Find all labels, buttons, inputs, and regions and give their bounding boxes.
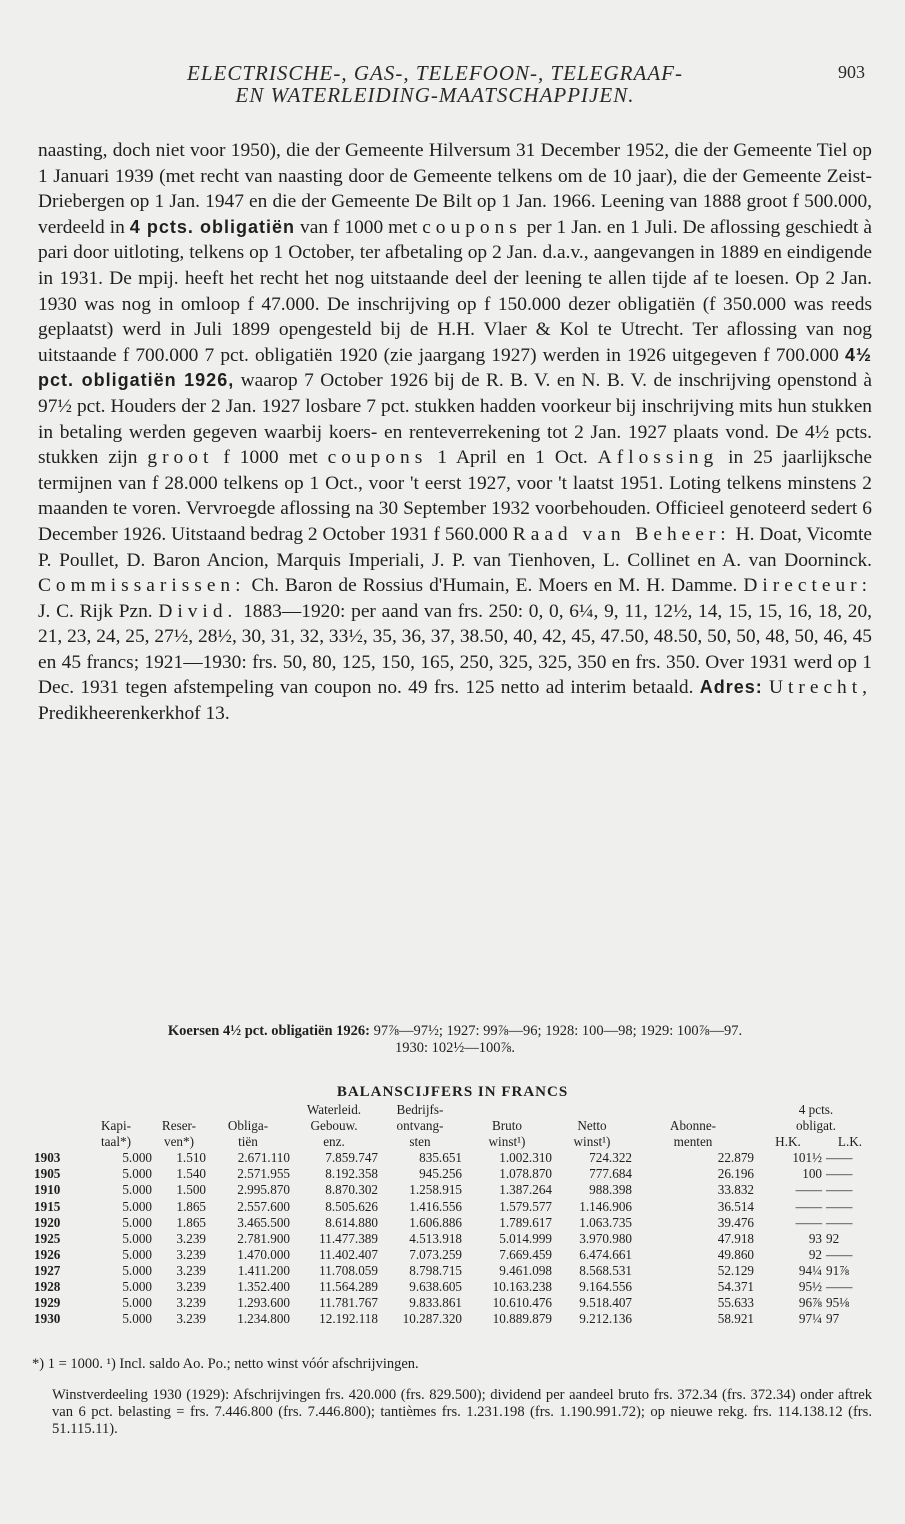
table-cell: 101½ xyxy=(792,1150,822,1166)
table-cell-year: 1905 xyxy=(34,1166,61,1182)
table-cell-year: 1903 xyxy=(34,1150,61,1166)
table-cell: 11.564.289 xyxy=(319,1279,378,1295)
table-cell: 1.500 xyxy=(176,1182,206,1198)
table-cell: 3.239 xyxy=(176,1246,206,1262)
table-cell: 11.781.767 xyxy=(319,1295,378,1311)
header-line-2: EN WATERLEIDING-MAATSCHAPPIJEN. xyxy=(235,83,635,107)
text-run: J. C. Rijk Pzn. xyxy=(38,600,159,622)
column-header: winst¹) xyxy=(488,1134,526,1150)
koersen-row xyxy=(55,1023,855,1040)
table-cell: 2.781.900 xyxy=(237,1230,290,1246)
table-cell: 1.234.800 xyxy=(237,1311,290,1327)
table-cell: 1.387.264 xyxy=(499,1182,552,1198)
table-cell: 945.256 xyxy=(419,1166,462,1182)
table-cell: 1.865 xyxy=(176,1198,206,1214)
text-run: per 1 Jan. en 1 Juli. De aflossing geschiedt à pari door uitloting, telkens op 1 October, ter afbetaling op 2 Jan. d.a.v., aangevangen in 1889 en eindigende in 1931. De mpij. heeft het recht het nog uitstaande deel der leening te allen tijde af te loesen. Op 2 Jan. 1930 was nog in omloop f 47.000. De inschrijving op f 150.000 dezer obligatiën (f 350.000 was reeds geplaatst) werd in Juli 1899 opengesteld bij de H.H. Vlaer & Kol te Utrecht. Ter aflossing van nog uitstaande f 700.000 7 pct. obligatiën 1920 (zie jaargang 1927) werden in 1926 uitgegeven f 700.000 xyxy=(38,216,872,366)
table-cell: 11.708.059 xyxy=(319,1262,378,1278)
table-cell: 8.192.358 xyxy=(325,1166,378,1182)
table-cell: 39.476 xyxy=(717,1214,754,1230)
table-cell: 52.129 xyxy=(717,1262,754,1278)
table-cell: 7.669.459 xyxy=(499,1246,552,1262)
text-run: H. Doat, Vicomte P. Poullet, D. Baron Ancion, Marquis Imperiali, J. P. van Tienhoven, L. Collinet en A. van Doorninck. xyxy=(38,523,873,571)
column-header: obligat. xyxy=(796,1118,836,1134)
table-cell: 2.995.870 xyxy=(237,1182,290,1198)
column-header: Bruto xyxy=(491,1118,523,1134)
column-header xyxy=(80,1102,152,1118)
table-cell: 1.606.886 xyxy=(409,1214,462,1230)
table-cell: —— xyxy=(826,1198,853,1214)
table-row xyxy=(32,1279,878,1295)
table-cell: 1.540 xyxy=(176,1166,206,1182)
table-cell: 5.000 xyxy=(122,1279,152,1295)
table-cell: 4.513.918 xyxy=(409,1230,462,1246)
table-cell: 1.416.556 xyxy=(409,1198,462,1214)
table-cell: 1.002.310 xyxy=(499,1150,552,1166)
table-cell: —— xyxy=(826,1166,853,1182)
table-cell: 8.870.302 xyxy=(325,1182,378,1198)
table-cell: 91⅞ xyxy=(826,1262,850,1278)
table-header-row xyxy=(32,1134,878,1150)
column-header: Kapi- xyxy=(100,1118,132,1134)
table-cell: 6.474.661 xyxy=(579,1246,632,1262)
table-cell-year: 1925 xyxy=(34,1230,61,1246)
table-cell: 1.063.735 xyxy=(579,1214,632,1230)
text-run: naasting, doch niet voor 1950), die der Gemeente Hilversum 31 December 1952, die der Gemeente Tiel op 1 Januari 1939 (met recht van naasting door de Gemeente telkens om de 10 jaar), die der Gemeente Zeist-Driebergen op 1 Jan. 1947 en die der Gemeente De Bilt op 1 Jan. 1966. Leening van 1888 groot f 500.000, verdeeld in xyxy=(38,140,872,238)
table-cell: 5.000 xyxy=(122,1214,152,1230)
table-cell: 8.798.715 xyxy=(409,1262,462,1278)
text-run: waarop 7 October 1926 bij de R. B. V. en N. B. V. de inschrijving openstond à 97½ pct. Houders der 2 Jan. 1927 losbare 7 pct. stukken hadden voorkeur bij inschrijving mits hun stukken in betaling werden gegeven waarbij koers- en renteverrekening tot 2 Jan. 1927 plaats vond. De 4½ pcts. stukken zijn xyxy=(38,370,873,469)
table-cell: 1.865 xyxy=(176,1214,206,1230)
table-cell: 1.078.870 xyxy=(499,1166,552,1182)
table-cell: 47.918 xyxy=(717,1230,754,1246)
header-line-1: ELECTRISCHE-, GAS-, TELEFOON-, TELEGRAAF- xyxy=(187,61,683,85)
table-row xyxy=(32,1247,878,1263)
column-header: tiën xyxy=(238,1134,258,1150)
address-street: Predikheerenkerkhof 13. xyxy=(38,703,230,725)
table-cell: 5.000 xyxy=(122,1150,152,1166)
table-cell: 1.293.600 xyxy=(237,1295,290,1311)
table-cell: 12.192.118 xyxy=(319,1311,378,1327)
table-cell: 5.000 xyxy=(122,1230,152,1246)
table-cell-year: 1915 xyxy=(34,1198,61,1214)
column-header: menten xyxy=(673,1134,713,1150)
text-run: van f 1000 met xyxy=(295,216,423,238)
table-cell: 5.000 xyxy=(122,1311,152,1327)
spaced-term: groot xyxy=(147,447,214,469)
table-cell: 1.470.000 xyxy=(237,1246,290,1262)
table-cell: 95½ xyxy=(798,1279,822,1295)
table-cell: 54.371 xyxy=(717,1279,754,1295)
table-cell: 1.510 xyxy=(176,1150,206,1166)
column-header xyxy=(632,1102,754,1118)
table-row xyxy=(32,1215,878,1231)
balans-table-header xyxy=(32,1102,878,1150)
spaced-term: Raad van Beheer: xyxy=(512,523,731,545)
text-run: f 1000 met xyxy=(213,447,328,469)
table-cell: 100 xyxy=(802,1166,822,1182)
address-label: Adres: xyxy=(699,677,763,698)
table-cell: —— xyxy=(826,1150,853,1166)
table-cell: 3.239 xyxy=(176,1279,206,1295)
table-row xyxy=(32,1263,878,1279)
table-cell: 5.000 xyxy=(122,1246,152,1262)
table-cell: 2.571.955 xyxy=(237,1166,290,1182)
table-cell: 3.239 xyxy=(176,1311,206,1327)
koersen-line-2: 1930: 102½—100⅞. xyxy=(394,1040,516,1056)
footnote: *) 1 = 1000. ¹) Incl. saldo Ao. Po.; netto winst vóór afschrijvingen. xyxy=(32,1356,419,1372)
table-cell-year: 1926 xyxy=(34,1246,61,1262)
table-cell: 9.518.407 xyxy=(579,1295,632,1311)
column-header: Obliga- xyxy=(227,1118,269,1134)
table-cell: 58.921 xyxy=(717,1311,754,1327)
table-cell: 724.322 xyxy=(589,1150,632,1166)
text-run: in 25 jaarlijksche termijnen van f 28.000 telkens op 1 Oct., voor 't eerst 1927, voor 't laatst 1951. Loting telkens minstens 2 maanden te voren. Vervroegde aflossing na 30 September 1932 voorbehouden. Officieel genoteerd sedert 6 December 1926. Uitstaand bedrag 2 October 1931 f 560.000 xyxy=(38,447,873,545)
table-cell-year: 1929 xyxy=(34,1295,61,1311)
article-body xyxy=(38,138,872,727)
table-cell: —— xyxy=(826,1246,853,1262)
column-header: Netto xyxy=(577,1118,607,1134)
koersen-label: Koersen 4½ pct. obligatiën 1926: xyxy=(167,1023,370,1039)
table-cell: 5.000 xyxy=(122,1182,152,1198)
table-cell: —— xyxy=(826,1279,853,1295)
column-header: ontvang- xyxy=(396,1118,444,1134)
table-cell: 10.889.879 xyxy=(492,1311,552,1327)
table-cell: 97 xyxy=(826,1311,840,1327)
column-header xyxy=(552,1102,632,1118)
table-cell: 9.638.605 xyxy=(409,1279,462,1295)
column-header: sten xyxy=(409,1134,431,1150)
column-header: Gebouw. xyxy=(310,1118,358,1134)
column-header: H.K. xyxy=(775,1134,801,1150)
table-cell: 3.970.980 xyxy=(579,1230,632,1246)
table-cell-year: 1910 xyxy=(34,1182,61,1198)
column-header xyxy=(32,1118,80,1134)
table-header-row xyxy=(32,1102,878,1118)
koersen-line xyxy=(55,1023,855,1057)
table-cell: 988.398 xyxy=(589,1182,632,1198)
table-cell: 3.239 xyxy=(176,1262,206,1278)
table-cell: 8.505.626 xyxy=(325,1198,378,1214)
table-cell: 1.146.906 xyxy=(579,1198,632,1214)
table-row xyxy=(32,1295,878,1311)
table-cell-year: 1927 xyxy=(34,1262,61,1278)
page-number: 903 xyxy=(838,62,865,82)
koersen-values: 97⅞—97½; 1927: 99⅞—96; 1928: 100—98; 1929: 100⅞—97. xyxy=(373,1023,743,1039)
table-cell: 5.000 xyxy=(122,1295,152,1311)
table-cell: 3.239 xyxy=(176,1295,206,1311)
table-cell: 7.859.747 xyxy=(325,1150,378,1166)
article-paragraph xyxy=(38,138,872,727)
table-cell-year: 1930 xyxy=(34,1311,61,1327)
table-row xyxy=(32,1199,878,1215)
table-cell: 2.557.600 xyxy=(237,1198,290,1214)
column-header: Bedrijfs- xyxy=(396,1102,444,1117)
winstverdeeling: Winstverdeeling 1930 (1929): Afschrijvingen frs. 420.000 (frs. 829.500); dividend per aandeel bruto frs. 372.34 (frs. 372.34) onder aftrek van 6 pct. belasting = frs. 7.446.800 (frs. 7.446.800); tantièmes frs. 1.231.198 (frs. 1.190.991.72); op nieuwe rekg. frs. 114.138.12 (frs. 51.115.11). xyxy=(52,1387,872,1438)
column-header xyxy=(152,1102,206,1118)
table-cell: —— xyxy=(826,1182,853,1198)
table-cell: 7.073.259 xyxy=(409,1246,462,1262)
column-header: Waterleid. xyxy=(306,1102,362,1117)
table-cell: 92 xyxy=(808,1246,822,1262)
column-header: L.K. xyxy=(837,1134,863,1150)
table-cell: 9.833.861 xyxy=(409,1295,462,1311)
table-cell: —— xyxy=(795,1182,822,1198)
table-row xyxy=(32,1166,878,1182)
address-city: Utrecht, xyxy=(768,677,872,699)
spaced-term: coupons xyxy=(327,447,428,469)
table-cell: 835.651 xyxy=(419,1150,462,1166)
bold-term: 4 pcts. obligatiën xyxy=(129,216,296,237)
table-cell: 11.402.407 xyxy=(319,1246,378,1262)
table-cell: 10.610.476 xyxy=(492,1295,552,1311)
table-cell: 22.879 xyxy=(717,1150,754,1166)
column-header: ven*) xyxy=(163,1134,195,1150)
table-cell: 3.465.500 xyxy=(237,1214,290,1230)
column-header xyxy=(32,1102,80,1118)
table-cell: 92 xyxy=(826,1230,840,1246)
table-cell: 10.287.320 xyxy=(402,1311,462,1327)
bold-term: 4½ pct. obligatiën 1926, xyxy=(38,344,872,391)
column-header xyxy=(206,1102,290,1118)
table-cell: 777.684 xyxy=(589,1166,632,1182)
table-header-row xyxy=(32,1118,878,1134)
table-cell: —— xyxy=(826,1214,853,1230)
table-cell: 5.000 xyxy=(122,1198,152,1214)
column-header xyxy=(462,1102,552,1118)
spaced-term: Commissarissen: xyxy=(38,575,246,597)
column-header: Reser- xyxy=(161,1118,197,1134)
column-header: Abonne- xyxy=(669,1118,717,1134)
text-run: 1 April en 1 Oct. xyxy=(427,447,598,469)
table-row xyxy=(32,1150,878,1166)
text-run: Ch. Baron de Rossius d'Humain, E. Moers en M. H. Damme. xyxy=(245,575,744,597)
table-cell: 55.633 xyxy=(717,1295,754,1311)
table-cell: 26.196 xyxy=(717,1166,754,1182)
column-header: taal*) xyxy=(100,1134,132,1150)
balans-title: BALANSCIJFERS IN FRANCS xyxy=(336,1084,569,1100)
table-cell: 5.014.999 xyxy=(499,1230,552,1246)
table-row xyxy=(32,1182,878,1198)
table-cell: 95⅛ xyxy=(826,1295,850,1311)
table-cell: 3.239 xyxy=(176,1230,206,1246)
table-cell: 5.000 xyxy=(122,1262,152,1278)
table-cell: 11.477.389 xyxy=(319,1230,378,1246)
column-header: enz. xyxy=(323,1134,345,1150)
table-cell: 96⅞ xyxy=(798,1295,822,1311)
table-cell: 97¼ xyxy=(798,1311,822,1327)
spaced-term: coupons xyxy=(422,216,522,238)
table-cell: 33.832 xyxy=(717,1182,754,1198)
text-run: 1883—1920: per aand van frs. 250: 0, 0, 6¼, 9, 11, 12½, 14, 15, 15, 16, 18, 20, 21, 23, 24, 25, 27½, 28½, 30, 31, 32, 33½, 35, 36, 37, 38.50, 40, 42, 45, 47.50, 48.50, 50, 50, 48, 50, 46, 45 en 45 francs; 1921—1930: frs. 50, 80, 125, 150, 165, 250, 325, 325, 350 en frs. 350. Over 1931 werd op 1 Dec. 1931 tegen afstempeling van coupon no. 49 frs. 125 netto ad interim betaald. xyxy=(38,600,873,699)
table-cell: 9.212.136 xyxy=(579,1311,632,1327)
balans-table-body xyxy=(32,1150,878,1327)
table-cell: 1.352.400 xyxy=(237,1279,290,1295)
balans-table xyxy=(32,1102,878,1327)
running-header xyxy=(60,62,810,106)
table-cell: 93 xyxy=(808,1230,822,1246)
table-cell: 10.163.238 xyxy=(492,1279,552,1295)
table-cell: —— xyxy=(795,1214,822,1230)
table-cell: 5.000 xyxy=(122,1166,152,1182)
table-row xyxy=(32,1231,878,1247)
table-cell: 49.860 xyxy=(717,1246,754,1262)
table-cell: 8.568.531 xyxy=(579,1262,632,1278)
table-cell: 2.671.110 xyxy=(237,1150,290,1166)
column-header: 4 pcts. xyxy=(798,1102,834,1117)
column-header: winst¹) xyxy=(573,1134,611,1150)
column-header xyxy=(32,1134,80,1150)
spaced-term: Directeur: xyxy=(743,575,872,597)
table-cell: 94¼ xyxy=(798,1262,822,1278)
table-cell: 9.461.098 xyxy=(499,1262,552,1278)
table-cell: 1.579.577 xyxy=(499,1198,552,1214)
table-cell: 36.514 xyxy=(717,1198,754,1214)
table-cell: 8.614.880 xyxy=(325,1214,378,1230)
table-cell: 9.164.556 xyxy=(579,1279,632,1295)
table-cell: 1.789.617 xyxy=(499,1214,552,1230)
table-cell-year: 1928 xyxy=(34,1279,61,1295)
table-cell-year: 1920 xyxy=(34,1214,61,1230)
table-cell: 1.411.200 xyxy=(237,1262,290,1278)
spaced-term: Divid. xyxy=(158,600,238,622)
table-row xyxy=(32,1311,878,1327)
spaced-term: Aflossing xyxy=(597,447,719,469)
table-cell: 1.258.915 xyxy=(409,1182,462,1198)
table-cell: —— xyxy=(795,1198,822,1214)
